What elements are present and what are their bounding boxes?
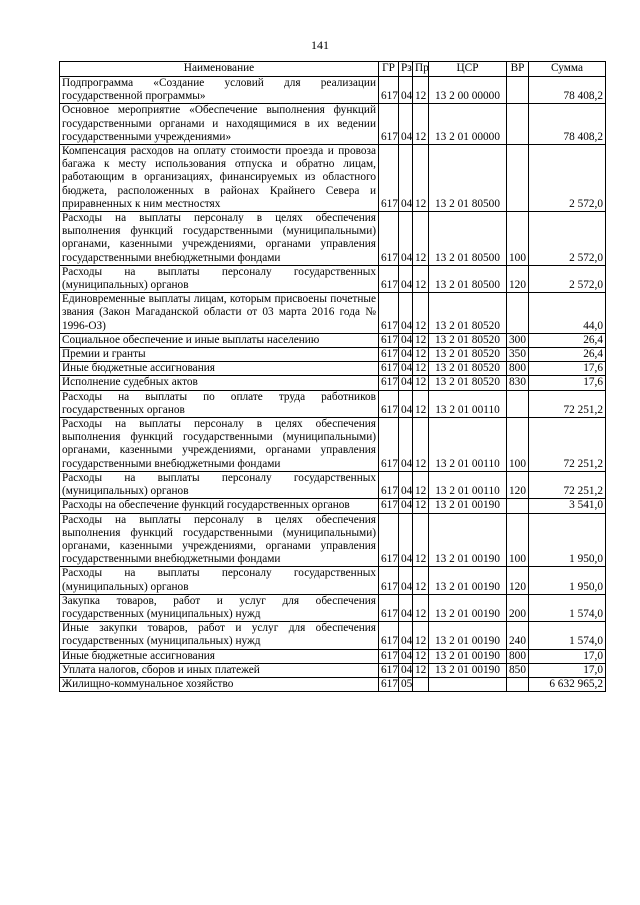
cell-pr: [413, 677, 429, 691]
cell-gr: 617: [379, 471, 399, 498]
cell-gr: 617: [379, 333, 399, 347]
cell-csr: 13 2 01 00190: [429, 649, 507, 663]
table-row: [60, 104, 606, 145]
cell-vr: 100: [507, 513, 529, 567]
cell-pr: 12: [413, 362, 429, 376]
cell-sum: 6 632 965,2: [529, 677, 606, 691]
cell-csr: 13 2 01 80520: [429, 348, 507, 362]
table-row: [60, 499, 606, 513]
cell-pr: 12: [413, 390, 429, 417]
cell-vr: 240: [507, 622, 529, 649]
cell-pr: 12: [413, 104, 429, 145]
cell-csr: 13 2 01 80500: [429, 265, 507, 292]
cell-rz: 04: [399, 649, 413, 663]
cell-pr: 12: [413, 567, 429, 594]
cell-sum: 17,6: [529, 376, 606, 390]
cell-gr: 617: [379, 513, 399, 567]
table-row: [60, 265, 606, 292]
cell-rz: 04: [399, 333, 413, 347]
cell-csr: 13 2 01 00110: [429, 471, 507, 498]
cell-sum: 1 950,0: [529, 513, 606, 567]
cell-pr: 12: [413, 145, 429, 212]
cell-name: Единовременные выплаты лицам, которым присвоены почетные звания (Закон Магаданской области от 03 марта 2016 года № 1996-ОЗ): [60, 293, 379, 334]
cell-name: Иные закупки товаров, работ и услуг для обеспечения государственных (муниципальных) нужд: [60, 622, 379, 649]
cell-sum: 78 408,2: [529, 77, 606, 104]
cell-pr: 12: [413, 513, 429, 567]
header-rz: Рз: [399, 62, 413, 77]
cell-gr: 617: [379, 567, 399, 594]
header-pr: Пр: [413, 62, 429, 77]
cell-sum: 1 574,0: [529, 594, 606, 621]
cell-csr: 13 2 01 80520: [429, 362, 507, 376]
table-row: [60, 348, 606, 362]
header-sum: Сумма: [529, 62, 606, 77]
cell-csr: 13 2 01 00190: [429, 663, 507, 677]
table-row: [60, 376, 606, 390]
cell-name: Основное мероприятие «Обеспечение выполнения функций государственными органами и находящимися в их ведении государственными учреждениями»: [60, 104, 379, 145]
cell-name: Иные бюджетные ассигнования: [60, 362, 379, 376]
table-row: [60, 594, 606, 621]
cell-sum: 3 541,0: [529, 499, 606, 513]
cell-vr: [507, 499, 529, 513]
cell-csr: 13 2 01 00190: [429, 567, 507, 594]
cell-name: Закупка товаров, работ и услуг для обеспечения государственных (муниципальных) нужд: [60, 594, 379, 621]
table-row: [60, 471, 606, 498]
cell-rz: 04: [399, 622, 413, 649]
cell-vr: 200: [507, 594, 529, 621]
cell-gr: 617: [379, 663, 399, 677]
cell-name: Расходы на выплаты персоналу в целях обеспечения выполнения функций государственными (муниципальными) органами, казенными учреждениями, органами управления государственными внебюджетными фондами: [60, 418, 379, 472]
cell-sum: 26,4: [529, 333, 606, 347]
header-csr: ЦСР: [429, 62, 507, 77]
cell-csr: 13 2 01 80520: [429, 333, 507, 347]
cell-rz: 04: [399, 513, 413, 567]
cell-csr: 13 2 01 00190: [429, 499, 507, 513]
cell-pr: 12: [413, 77, 429, 104]
cell-vr: 300: [507, 333, 529, 347]
table-row: [60, 622, 606, 649]
cell-vr: [507, 293, 529, 334]
cell-vr: 850: [507, 663, 529, 677]
cell-vr: 120: [507, 265, 529, 292]
cell-sum: 78 408,2: [529, 104, 606, 145]
cell-rz: 04: [399, 77, 413, 104]
cell-vr: [507, 145, 529, 212]
cell-vr: [507, 77, 529, 104]
cell-gr: 617: [379, 622, 399, 649]
cell-pr: 12: [413, 348, 429, 362]
table-row: [60, 145, 606, 212]
cell-rz: 05: [399, 677, 413, 691]
cell-sum: 72 251,2: [529, 418, 606, 472]
cell-csr: 13 2 00 00000: [429, 77, 507, 104]
cell-gr: 617: [379, 348, 399, 362]
cell-vr: 800: [507, 362, 529, 376]
cell-name: Социальное обеспечение и иные выплаты населению: [60, 333, 379, 347]
cell-name: Расходы на выплаты по оплате труда работников государственных органов: [60, 390, 379, 417]
table-row: [60, 567, 606, 594]
cell-csr: 13 2 01 00110: [429, 418, 507, 472]
cell-gr: 617: [379, 145, 399, 212]
cell-rz: 04: [399, 390, 413, 417]
cell-gr: 617: [379, 265, 399, 292]
cell-sum: 2 572,0: [529, 265, 606, 292]
cell-csr: 13 2 01 00190: [429, 622, 507, 649]
cell-pr: 12: [413, 499, 429, 513]
cell-pr: 12: [413, 293, 429, 334]
cell-rz: 04: [399, 293, 413, 334]
cell-pr: 12: [413, 649, 429, 663]
cell-vr: [507, 677, 529, 691]
cell-csr: 13 2 01 00110: [429, 390, 507, 417]
cell-name: Иные бюджетные ассигнования: [60, 649, 379, 663]
cell-name: Подпрограмма «Создание условий для реализации государственной программы»: [60, 77, 379, 104]
cell-vr: [507, 390, 529, 417]
cell-gr: 617: [379, 212, 399, 266]
cell-pr: 12: [413, 594, 429, 621]
cell-gr: 617: [379, 77, 399, 104]
cell-name: Компенсация расходов на оплату стоимости проезда и провоза багажа к месту использования отпуска и обратно лицам, работающим в организациях, финансируемых из областного бюджета, расположенных в районах Крайнего Севера и приравненных к ним местностях: [60, 145, 379, 212]
cell-rz: 04: [399, 471, 413, 498]
cell-csr: 13 2 01 00000: [429, 104, 507, 145]
page-number: 141: [311, 38, 329, 52]
table-body: [60, 77, 606, 692]
cell-pr: 12: [413, 418, 429, 472]
cell-rz: 04: [399, 499, 413, 513]
cell-name: Расходы на выплаты персоналу в целях обеспечения выполнения функций государственными (муниципальными) органами, казенными учреждениями, органами управления государственными внебюджетными фондами: [60, 513, 379, 567]
cell-rz: 04: [399, 104, 413, 145]
cell-sum: 72 251,2: [529, 471, 606, 498]
cell-gr: 617: [379, 594, 399, 621]
table-row: [60, 77, 606, 104]
cell-csr: 13 2 01 80500: [429, 145, 507, 212]
header-gr: ГР: [379, 62, 399, 77]
cell-vr: 830: [507, 376, 529, 390]
cell-gr: 617: [379, 362, 399, 376]
header-vr: ВР: [507, 62, 529, 77]
cell-name: Жилищно-коммунальное хозяйство: [60, 677, 379, 691]
cell-name: Исполнение судебных актов: [60, 376, 379, 390]
cell-pr: 12: [413, 333, 429, 347]
cell-gr: 617: [379, 649, 399, 663]
cell-sum: 72 251,2: [529, 390, 606, 417]
cell-rz: 04: [399, 362, 413, 376]
cell-vr: 120: [507, 471, 529, 498]
cell-csr: 13 2 01 80500: [429, 212, 507, 266]
cell-vr: 100: [507, 212, 529, 266]
cell-pr: 12: [413, 212, 429, 266]
cell-pr: 12: [413, 471, 429, 498]
table-row: [60, 663, 606, 677]
cell-rz: 04: [399, 265, 413, 292]
cell-name: Уплата налогов, сборов и иных платежей: [60, 663, 379, 677]
table-row: [60, 649, 606, 663]
cell-sum: 17,0: [529, 649, 606, 663]
table-row: [60, 390, 606, 417]
budget-table: [59, 61, 606, 692]
cell-pr: 12: [413, 663, 429, 677]
cell-name: Расходы на выплаты персоналу государственных (муниципальных) органов: [60, 567, 379, 594]
cell-sum: 1 950,0: [529, 567, 606, 594]
cell-name: Расходы на выплаты персоналу государственных (муниципальных) органов: [60, 265, 379, 292]
cell-csr: 13 2 01 00190: [429, 513, 507, 567]
cell-vr: 350: [507, 348, 529, 362]
cell-rz: 04: [399, 348, 413, 362]
cell-rz: 04: [399, 594, 413, 621]
cell-name: Расходы на выплаты персоналу государственных (муниципальных) органов: [60, 471, 379, 498]
cell-gr: 617: [379, 499, 399, 513]
cell-rz: 04: [399, 145, 413, 212]
cell-rz: 04: [399, 567, 413, 594]
cell-name: Расходы на выплаты персоналу в целях обеспечения выполнения функций государственными (муниципальными) органами, казенными учреждениями, органами управления государственными внебюджетными фондами: [60, 212, 379, 266]
cell-sum: 2 572,0: [529, 212, 606, 266]
cell-vr: [507, 104, 529, 145]
cell-gr: 617: [379, 390, 399, 417]
cell-csr: 13 2 01 80520: [429, 376, 507, 390]
cell-pr: 12: [413, 376, 429, 390]
table-row: [60, 677, 606, 691]
cell-csr: [429, 677, 507, 691]
cell-csr: 13 2 01 00190: [429, 594, 507, 621]
cell-name: Премии и гранты: [60, 348, 379, 362]
cell-rz: 04: [399, 418, 413, 472]
cell-vr: 120: [507, 567, 529, 594]
table-row: [60, 212, 606, 266]
cell-sum: 2 572,0: [529, 145, 606, 212]
cell-rz: 04: [399, 663, 413, 677]
cell-vr: 100: [507, 418, 529, 472]
table-row: [60, 293, 606, 334]
cell-gr: 617: [379, 293, 399, 334]
cell-vr: 800: [507, 649, 529, 663]
cell-sum: 26,4: [529, 348, 606, 362]
cell-name: Расходы на обеспечение функций государственных органов: [60, 499, 379, 513]
table-header-row: [60, 62, 606, 77]
table-row: [60, 418, 606, 472]
cell-pr: 12: [413, 622, 429, 649]
cell-gr: 617: [379, 104, 399, 145]
cell-sum: 17,6: [529, 362, 606, 376]
cell-rz: 04: [399, 212, 413, 266]
cell-gr: 617: [379, 677, 399, 691]
cell-rz: 04: [399, 376, 413, 390]
cell-sum: 44,0: [529, 293, 606, 334]
table-row: [60, 513, 606, 567]
cell-gr: 617: [379, 418, 399, 472]
cell-sum: 17,0: [529, 663, 606, 677]
table-row: [60, 333, 606, 347]
header-name: Наименование: [60, 62, 379, 77]
cell-csr: 13 2 01 80520: [429, 293, 507, 334]
cell-gr: 617: [379, 376, 399, 390]
cell-sum: 1 574,0: [529, 622, 606, 649]
table-row: [60, 362, 606, 376]
cell-pr: 12: [413, 265, 429, 292]
